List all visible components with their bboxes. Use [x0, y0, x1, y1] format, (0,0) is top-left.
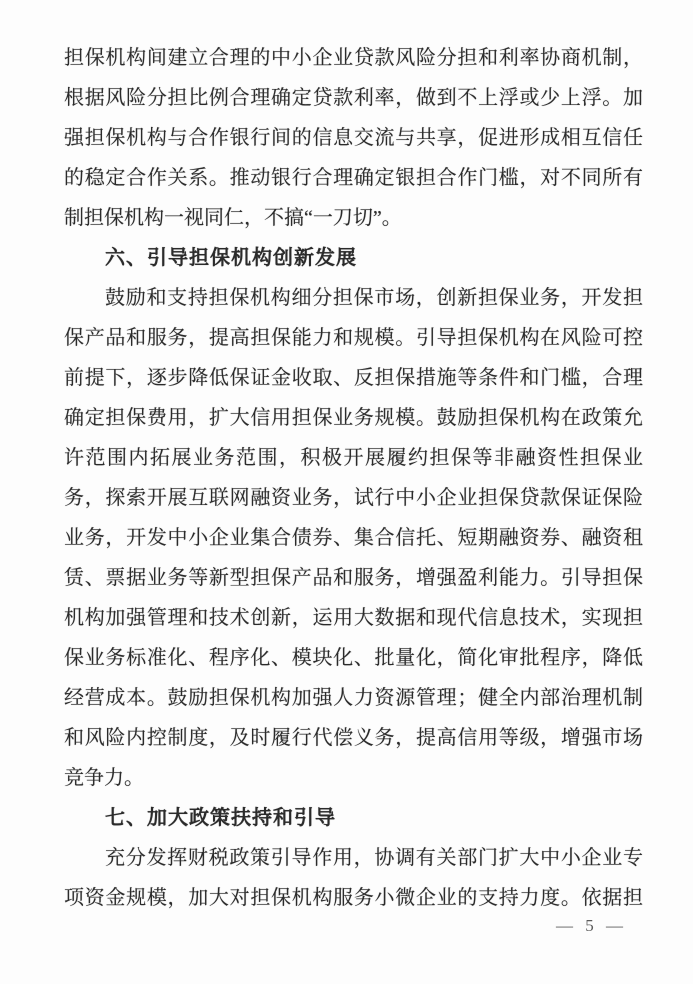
- document-text-line: 根据风险分担比例合理确定贷款利率，做到不上浮或少上浮。加: [64, 87, 643, 109]
- document-text-line: 保产品和服务，提高担保能力和规模。引导担保机构在风险可控: [64, 327, 643, 349]
- section-heading: 七、加大政策扶持和引导: [105, 807, 336, 829]
- document-text-line: 鼓励和支持担保机构细分担保市场，创新担保业务，开发担: [105, 287, 643, 309]
- document-text-line: 赁、票据业务等新型担保产品和服务，增强盈利能力。引导担保: [64, 567, 643, 589]
- page-footer: [556, 916, 627, 936]
- document-text-line: 保业务标准化、程序化、模块化、批量化，简化审批程序，降低: [64, 647, 643, 669]
- document-text-line: 担保机构间建立合理的中小企业贷款风险分担和利率协商机制，: [64, 47, 643, 69]
- document-body: [64, 38, 643, 918]
- document-text-line: 许范围内拓展业务范围，积极开展履约担保等非融资性担保业: [64, 447, 643, 469]
- document-text-line: 前提下，逐步降低保证金收取、反担保措施等条件和门槛，合理: [64, 367, 643, 389]
- document-text-line: 强担保机构与合作银行间的信息交流与共享，促进形成相互信任: [64, 127, 643, 149]
- document-text-line: 业务，开发中小企业集合债券、集合信托、短期融资券、融资租: [64, 527, 643, 549]
- document-text-line: 和风险内控制度，及时履行代偿义务，提高信用等级，增强市场: [64, 727, 643, 749]
- section-heading: 六、引导担保机构创新发展: [105, 247, 357, 269]
- document-text-line: 务，探索开展互联网融资业务，试行中小企业担保贷款保证保险: [64, 487, 643, 509]
- document-text-line: 充分发挥财税政策引导作用，协调有关部门扩大中小企业专: [105, 847, 643, 869]
- document-text-line: 的稳定合作关系。推动银行合理确定银担合作门槛，对不同所有: [64, 167, 643, 189]
- document-text-line: 制担保机构一视同仁，不搞“一刀切”。: [64, 207, 402, 229]
- page-number: — 5 —: [556, 916, 627, 935]
- document-text-line: 项资金规模，加大对担保机构服务小微企业的支持力度。依据担: [64, 887, 643, 909]
- document-text-line: 机构加强管理和技术创新，运用大数据和现代信息技术，实现担: [64, 607, 643, 629]
- document-text-line: 经营成本。鼓励担保机构加强人力资源管理；健全内部治理机制: [64, 687, 643, 709]
- document-text-line: 竞争力。: [64, 767, 144, 789]
- document-text-line: 确定担保费用，扩大信用担保业务规模。鼓励担保机构在政策允: [64, 407, 643, 429]
